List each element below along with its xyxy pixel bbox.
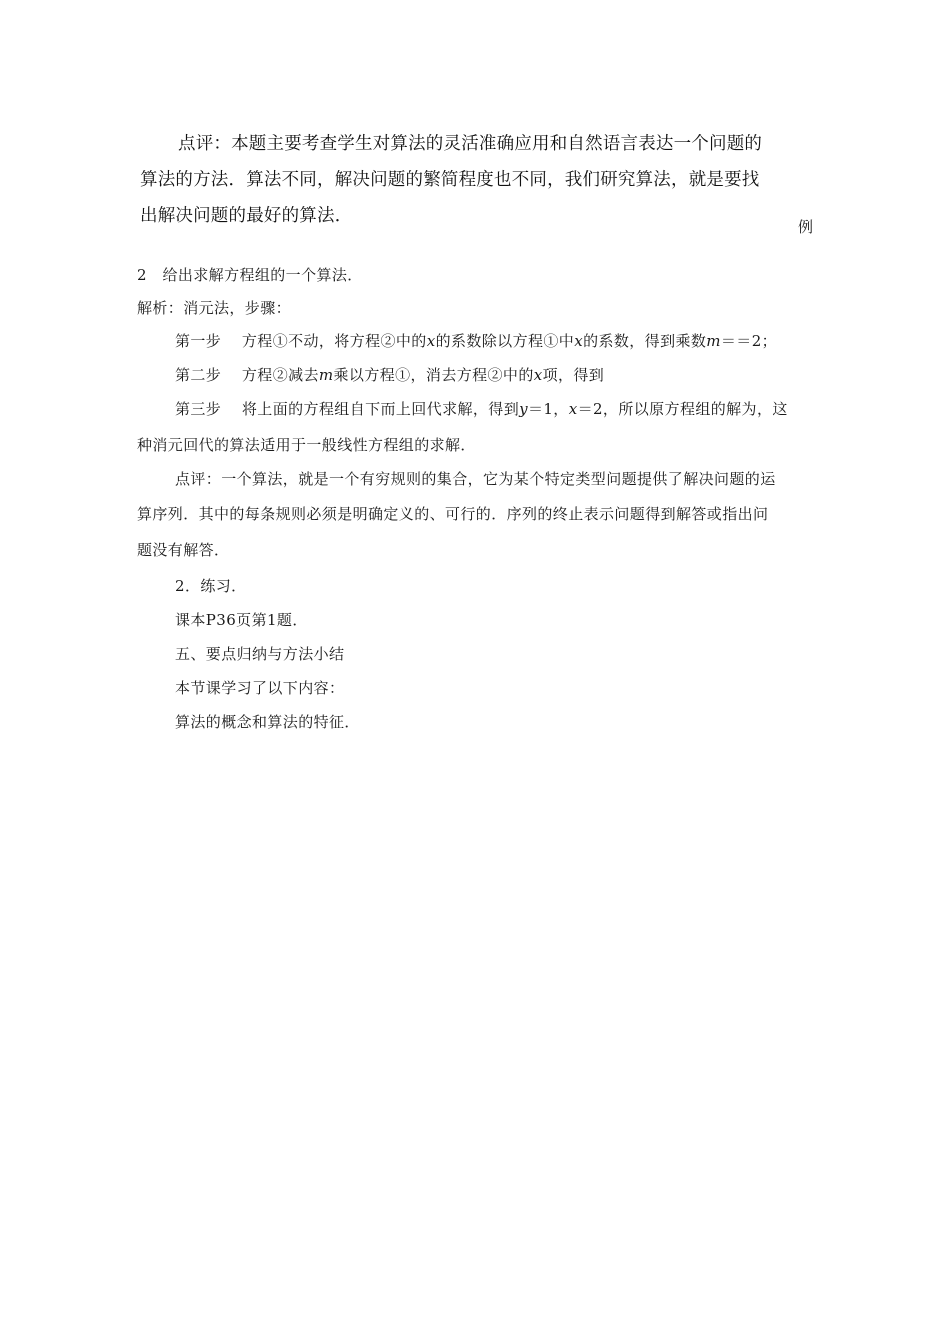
comment2-line2: 算序列．其中的每条规则必须是明确定义的、可行的．序列的终止表示问题得到解答或指出问 bbox=[137, 505, 769, 523]
example-label: 例 bbox=[798, 218, 814, 236]
comment1-line1: 点评：本题主要考查学生对算法的灵活准确应用和自然语言表达一个问题的 bbox=[178, 134, 763, 154]
step-1-text-a: 方程①不动，将方程②中的 bbox=[241, 332, 427, 350]
example-title: 给出求解方程组的一个算法． bbox=[162, 266, 363, 284]
var-y: y bbox=[519, 400, 528, 418]
var-x: x bbox=[426, 332, 436, 350]
var-x: x bbox=[568, 400, 578, 418]
step-2-text-b: 乘以方程①，消去方程②中的 bbox=[333, 366, 534, 384]
comment1-line2: 算法的方法．算法不同，解决问题的繁简程度也不同，我们研究算法，就是要找 bbox=[140, 170, 760, 190]
step-2 bbox=[175, 364, 604, 385]
step-2-text-c: 项，得到 bbox=[542, 366, 605, 384]
example-number: 2 bbox=[137, 266, 147, 284]
summary-intro: 本节课学习了以下内容： bbox=[175, 679, 345, 697]
step-2-label: 第二步 bbox=[175, 366, 222, 384]
var-m: m bbox=[318, 366, 334, 384]
summary-item: 算法的概念和算法的特征． bbox=[175, 713, 360, 731]
analysis-line: 解析：消元法，步骤： bbox=[137, 299, 292, 317]
example-title-line bbox=[137, 264, 363, 285]
var-m: m bbox=[706, 332, 721, 350]
practice-text: 课本P36页第1题． bbox=[175, 611, 308, 629]
step-3-text-b: ＝1， bbox=[527, 400, 569, 418]
step-1-text-b: 的系数除以方程①中 bbox=[435, 332, 575, 350]
practice-heading: 2．练习． bbox=[175, 577, 247, 595]
summary-heading: 五、要点归纳与方法小结 bbox=[175, 645, 345, 663]
step-1 bbox=[175, 330, 777, 351]
step-3-line2: 种消元回代的算法适用于一般线性方程组的求解． bbox=[137, 436, 476, 454]
step-1-label: 第一步 bbox=[175, 332, 222, 350]
step-1-text-d: ＝＝2； bbox=[720, 332, 778, 350]
comment2-line1: 点评：一个算法，就是一个有穷规则的集合，它为某个特定类型问题提供了解决问题的运 bbox=[175, 470, 776, 488]
step-1-text-c: 的系数，得到乘数 bbox=[583, 332, 707, 350]
step-3-text-c: ＝2，所以原方程组的解为，这 bbox=[577, 400, 788, 418]
step-3 bbox=[175, 398, 788, 419]
var-x: x bbox=[533, 366, 543, 384]
step-3-text-a: 将上面的方程组自下而上回代求解，得到 bbox=[241, 400, 520, 418]
step-3-label: 第三步 bbox=[175, 400, 222, 418]
comment2-line3: 题没有解答． bbox=[137, 541, 230, 559]
comment1-line3: 出解决问题的最好的算法． bbox=[140, 206, 353, 226]
step-2-text-a: 方程②减去 bbox=[241, 366, 319, 384]
var-x: x bbox=[574, 332, 584, 350]
